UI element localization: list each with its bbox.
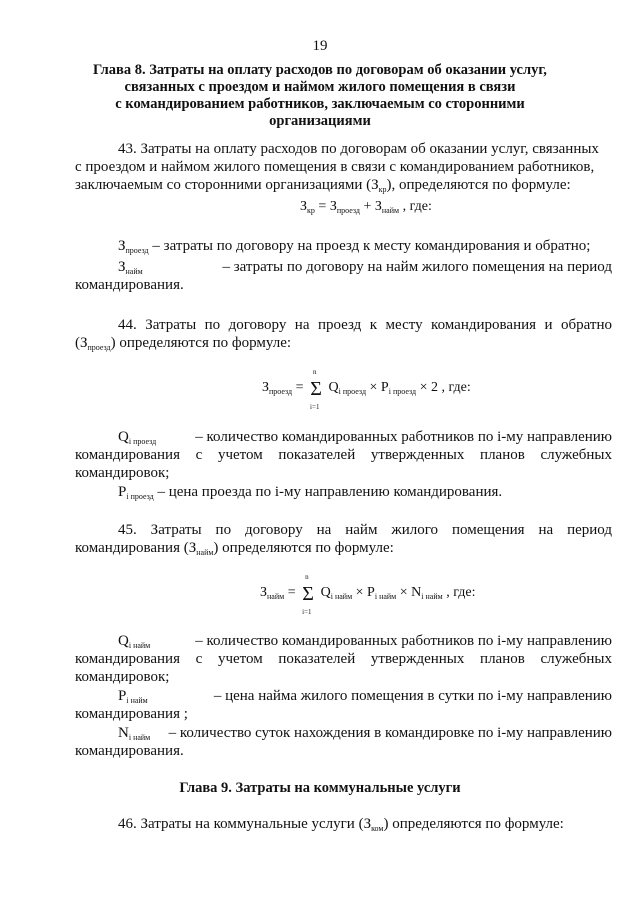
chapter-8-title-line-1: Глава 8. Затраты на оплату расходов по договорам об оказании услуг, [93, 62, 547, 78]
chapter-8-title-line-3: с командированием работников, заключаемым со сторонними [115, 96, 525, 112]
def-naim-line-2: командирования. [75, 277, 184, 293]
def45-n-line-1: $N_{i найм}$ – количество суток нахождения в командировке по i-му направлению [118, 725, 612, 742]
p45-line-2: командирования $(З_{найм})$ определяются по формуле: [75, 540, 394, 557]
p45-line-1: 45. Затраты по договору на найм жилого помещения на период [118, 522, 612, 538]
def45-q-line-1: $Q_{i найм}$ – количество командированных работников по i-му направлению [118, 633, 612, 650]
formula-43: $З_{кр} = З_{проезд} + З_{найм}$ , где: [300, 199, 432, 215]
def-naim-line-1: $З_{найм}$ – затраты по договору на найм жилого помещения на период [118, 259, 612, 276]
formula-44: $З_{проезд} = \Sigma$ n i=1 $Q_{i проезд} \times P_{i проезд} \times 2$ , где: [262, 368, 471, 411]
def45-p-line-2: командирования ; [75, 706, 188, 722]
chapter-9-title: Глава 9. Затраты на коммунальные услуги [179, 780, 461, 796]
def45-q-line-3: командировок; [75, 669, 170, 685]
def44-q-line-2: командирования с учетом показателей утвержденных планов служебных [75, 447, 612, 463]
p43-line-2: с проездом и наймом жилого помещения в связи с командированием работников, [75, 159, 595, 175]
chapter-8-title-line-2: связанных с проездом и наймом жилого помещения в связи [124, 79, 516, 95]
p43-line-1: 43. Затраты на оплату расходов по договорам об оказании услуг, связанных [118, 141, 599, 157]
def45-q-line-2: командирования с учетом показателей утвержденных планов служебных [75, 651, 612, 667]
chapter-8-title-line-4: организациями [269, 113, 371, 129]
sum-sign: Σ n i=1 [302, 573, 314, 616]
def45-p-line-1: $P_{i найм}$ – цена найма жилого помещения в сутки по i-му направлению [118, 688, 612, 705]
sum-sign: Σ n i=1 [310, 368, 322, 411]
def44-q-line-1: $Q_{i проезд}$ – количество командированных работников по i-му направлению [118, 429, 612, 446]
p46-line-1: 46. Затраты на коммунальные услуги $(З_{ком})$ определяются по формуле: [118, 816, 564, 833]
def44-q-line-3: командировок; [75, 465, 170, 481]
def44-p: $P_{i проезд}$ – цена проезда по i-му направлению командирования. [118, 484, 503, 501]
p43-line-3: заключаемым со сторонними организациями $(З_{кр})$, определяются по формуле: [75, 177, 571, 194]
page-number: 19 [312, 38, 328, 54]
def-proezd: $З_{проезд}$ – затраты по договору на проезд к месту командирования и обратно; [118, 238, 591, 255]
p44-line-1: 44. Затраты по договору на проезд к месту командирования и обратно [118, 317, 612, 333]
p44-line-2: $(З_{проезд})$ определяются по формуле: [75, 335, 292, 352]
formula-45: $З_{найм} = \Sigma$ n i=1 $Q_{i найм} \times P_{i найм} \times N_{i найм}$ , где: [260, 573, 476, 616]
def45-n-line-2: командирования. [75, 743, 184, 759]
